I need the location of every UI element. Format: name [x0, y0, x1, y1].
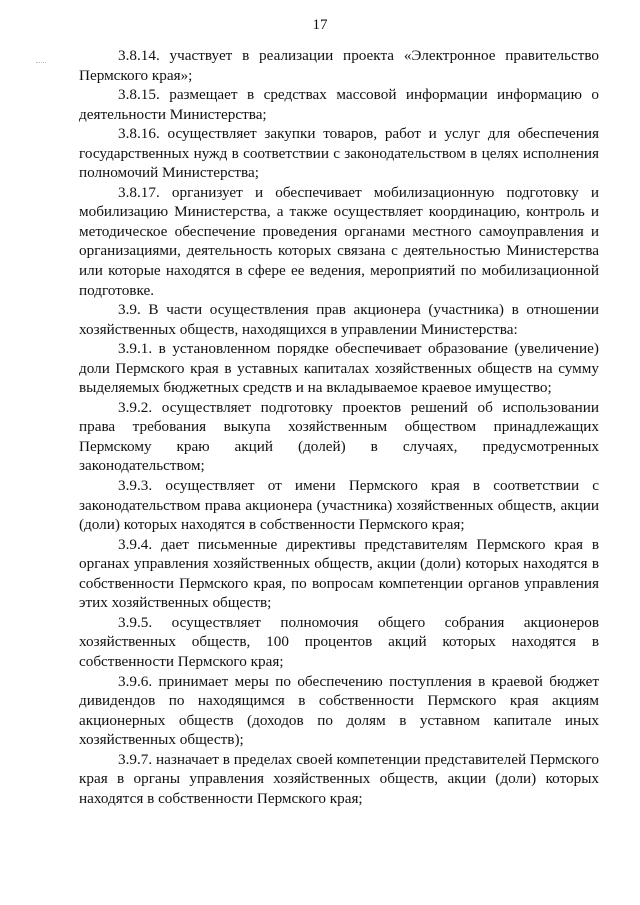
paragraph-3-8-15: 3.8.15. размещает в средствах массовой информации информацию о деятельности Министерства; — [79, 86, 599, 123]
paragraph-3-9-7: 3.9.7. назначает в пределах своей компетенции представителей Пермского края в органы управления хозяйственных обществ, акции (доли) которых находятся в собственности Пермского края; — [79, 750, 599, 807]
paragraph-3-9-4: 3.9.4. дает письменные директивы представителям Пермского края в органах управления хозяйственных обществ, акции (доли) которых находятся в собственности Пермского края, по вопросам компетенции органов управления этих хозяйственных обществ; — [79, 535, 599, 612]
paragraph-3-9-3: 3.9.3. осуществляет от имени Пермского края в соответствии с законодательством права акционера (участника) хозяйственных обществ, акции (доли) которых находятся в собственности Пермского края; — [79, 477, 599, 534]
margin-mark — [36, 62, 46, 64]
paragraph-3-9-6: 3.9.6. принимает меры по обеспечению поступления в краевой бюджет дивидендов по находящимся в собственности Пермского края акциям акционерных обществ (доходов по долям в уставном капитале иных хозяйственных обществ); — [79, 672, 599, 749]
paragraph-3-8-17: 3.8.17. организует и обеспечивает мобилизационную подготовку и мобилизацию Министерства, а также осуществляет координацию, контроль и методическое обеспечение проведения органами местного самоуправления и организациями, деятельность которых связана с деятельностью Министерства или которые находятся в сфере ее ведения, мероприятий по мобилизационной подготовке. — [79, 183, 599, 299]
paragraph-3-9: 3.9. В части осуществления прав акционера (участника) в отношении хозяйственных обществ, находящихся в управлении Министерства: — [79, 301, 599, 338]
paragraph-3-9-2: 3.9.2. осуществляет подготовку проектов решений об использовании права требования выкупа хозяйственным обществом принадлежащих Пермскому краю акций (долей) в случаях, предусмотренных законодательством; — [79, 398, 599, 475]
paragraph-3-8-16: 3.8.16. осуществляет закупки товаров, работ и услуг для обеспечения государственных нужд в соответствии с законодательством в целях исполнения полномочий Министерства; — [79, 125, 599, 182]
page-number: 17 — [312, 17, 328, 33]
document-body — [79, 46, 599, 808]
paragraph-3-8-14: 3.8.14. участвует в реализации проекта «Электронное правительство Пермского края»; — [79, 47, 599, 84]
paragraph-3-9-5: 3.9.5. осуществляет полномочия общего собрания акционеров хозяйственных обществ, 100 процентов акций которых находятся в собственности Пермского края; — [79, 613, 599, 670]
paragraph-3-9-1: 3.9.1. в установленном порядке обеспечивает образование (увеличение) доли Пермского края в уставных капиталах хозяйственных обществ на сумму выделяемых бюджетных средств и на вкладываемое краевое имущество; — [79, 340, 599, 397]
